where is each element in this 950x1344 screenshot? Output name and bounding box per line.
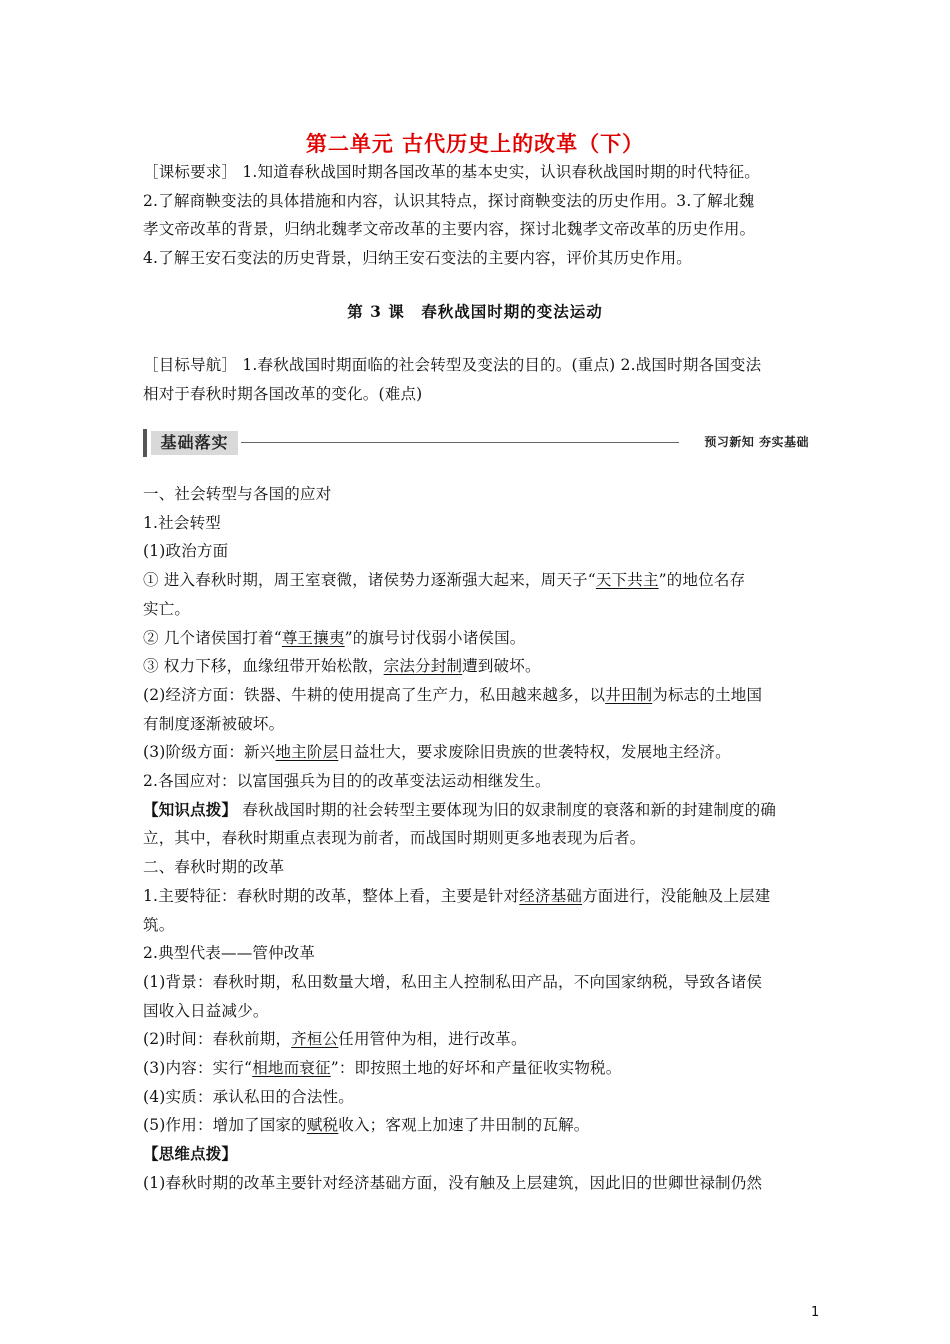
section-banner	[143, 429, 809, 457]
text-span: 方面进行，没能触及上层建	[582, 886, 771, 905]
text-line: 国收入日益减少。	[143, 1001, 269, 1020]
text-line: 筑。	[143, 915, 175, 934]
key-term: 井田制	[605, 685, 653, 704]
banner-label: 基础落实	[151, 431, 238, 455]
text-line	[143, 1054, 809, 1083]
key-term: 齐桓公	[291, 1030, 339, 1049]
text-span: (3)阶级方面：新兴	[143, 743, 276, 762]
key-term: 宗法分封制	[383, 657, 463, 676]
text-line	[143, 652, 809, 681]
key-term: 赋税	[306, 1116, 339, 1135]
unit-title: 第二单元 古代历史上的改革（下）	[305, 131, 645, 156]
text-span: 日益壮大，要求废除旧贵族的世袭特权，发展地主经济。	[338, 743, 731, 762]
requirements-line: ［课标要求］ 1.知道春秋战国时期各国改革的基本史实，认识春秋战国时期的时代特征。	[143, 163, 760, 181]
text-line	[143, 624, 809, 653]
text-span: ”：即按照土地的好坏和产量征收实物税。	[330, 1059, 622, 1078]
banner-bar	[143, 429, 147, 457]
text-line: 有制度逐渐被破坏。	[143, 714, 285, 733]
tip-label: 【知识点拨】	[143, 799, 238, 819]
text-line: 2.各国应对：以富国强兵为目的的改革变法运动相继发生。	[143, 772, 551, 791]
text-span: (2)时间：春秋前期，	[143, 1030, 292, 1049]
curriculum-requirements	[143, 158, 809, 273]
requirements-line: 2.了解商鞅变法的具体措施和内容，认识其特点，探讨商鞅变法的历史作用。3.了解北魏	[143, 191, 755, 210]
text-line	[143, 681, 809, 710]
text-line	[143, 796, 809, 825]
key-term: 相地而衰征	[252, 1059, 331, 1078]
text-line: 立，其中，春秋时期重点表现为前者，而战国时期则更多地表现为后者。	[143, 829, 646, 848]
heading-line: 二、春秋时期的改革	[143, 858, 285, 877]
banner-subtitle: 预习新知 夯实基础	[704, 435, 809, 449]
key-term: 经济基础	[519, 886, 583, 905]
text-line: (1)春秋时期的改革主要针对经济基础方面，没有触及上层建筑，因此旧的世卿世禄制仍然	[143, 1173, 763, 1192]
text-line: 2.典型代表——管仲改革	[143, 944, 316, 963]
text-line: (1)背景：春秋时期，私田数量大增，私田主人控制私田产品，不向国家纳税，导致各诸侯	[143, 972, 763, 991]
text-line	[143, 882, 809, 911]
text-line	[143, 566, 809, 595]
text-span: ① 进入春秋时期，周王室衰微，诸侯势力逐渐强大起来，周天子“	[143, 571, 596, 590]
goals-line: 相对于春秋时期各国改革的变化。(难点)	[143, 384, 423, 403]
text-span: (2)经济方面：铁器、牛耕的使用提高了生产力，私田越来越多，以	[143, 685, 606, 704]
text-span: 收入；客观上加速了井田制的瓦解。	[338, 1116, 590, 1135]
text-span: ② 几个诸侯国打着“	[143, 628, 282, 647]
text-line: (1)政治方面	[143, 542, 229, 561]
page-number: 1	[811, 1305, 820, 1320]
key-term: 尊王攘夷	[281, 628, 345, 647]
text-line	[143, 1111, 809, 1140]
text-span: 1.主要特征：春秋时期的改革，整体上看，主要是针对	[143, 886, 520, 905]
text-line: 1.社会转型	[143, 513, 221, 532]
goal-navigation	[143, 351, 809, 408]
requirements-line: 孝文帝改革的背景，归纳北魏孝文帝改革的主要内容，探讨北魏孝文帝改革的历史作用。	[143, 220, 756, 239]
text-span: 春秋战国时期的社会转型主要体现为旧的奴隶制度的衰落和新的封建制度的确	[237, 800, 777, 819]
text-line: (4)实质：承认私田的合法性。	[143, 1087, 354, 1106]
text-line: 实亡。	[143, 599, 191, 618]
requirements-line: 4.了解王安石变法的历史背景，归纳王安石变法的主要内容，评价其历史作用。	[143, 249, 692, 268]
text-span: 遭到破坏。	[462, 657, 541, 676]
goals-line: ［目标导航］ 1.春秋战国时期面临的社会转型及变法的目的。(重点) 2.战国时期各国变法	[143, 356, 762, 374]
text-line	[143, 1025, 809, 1054]
heading-line: 一、社会转型与各国的应对	[143, 485, 332, 503]
key-term: 天下共主	[595, 571, 659, 590]
text-span: ③ 权力下移，血缘纽带开始松散，	[143, 657, 384, 676]
banner-divider	[241, 442, 679, 443]
text-span: ”的地位名存	[658, 571, 746, 590]
key-term: 地主阶层	[275, 743, 339, 762]
text-line	[143, 738, 809, 767]
tip-label: 【思维点拨】	[143, 1144, 238, 1164]
text-span: 为标志的土地国	[652, 685, 763, 704]
text-span: 任用管仲为相，进行改革。	[338, 1030, 527, 1049]
text-span: (5)作用：增加了国家的	[143, 1116, 307, 1135]
body-text	[143, 480, 809, 1198]
lesson-title: 第 3 课 春秋战国时期的变法运动	[347, 302, 603, 321]
text-span: (3)内容：实行“	[143, 1059, 253, 1078]
text-span: ”的旗号讨伐弱小诸侯国。	[344, 628, 526, 647]
